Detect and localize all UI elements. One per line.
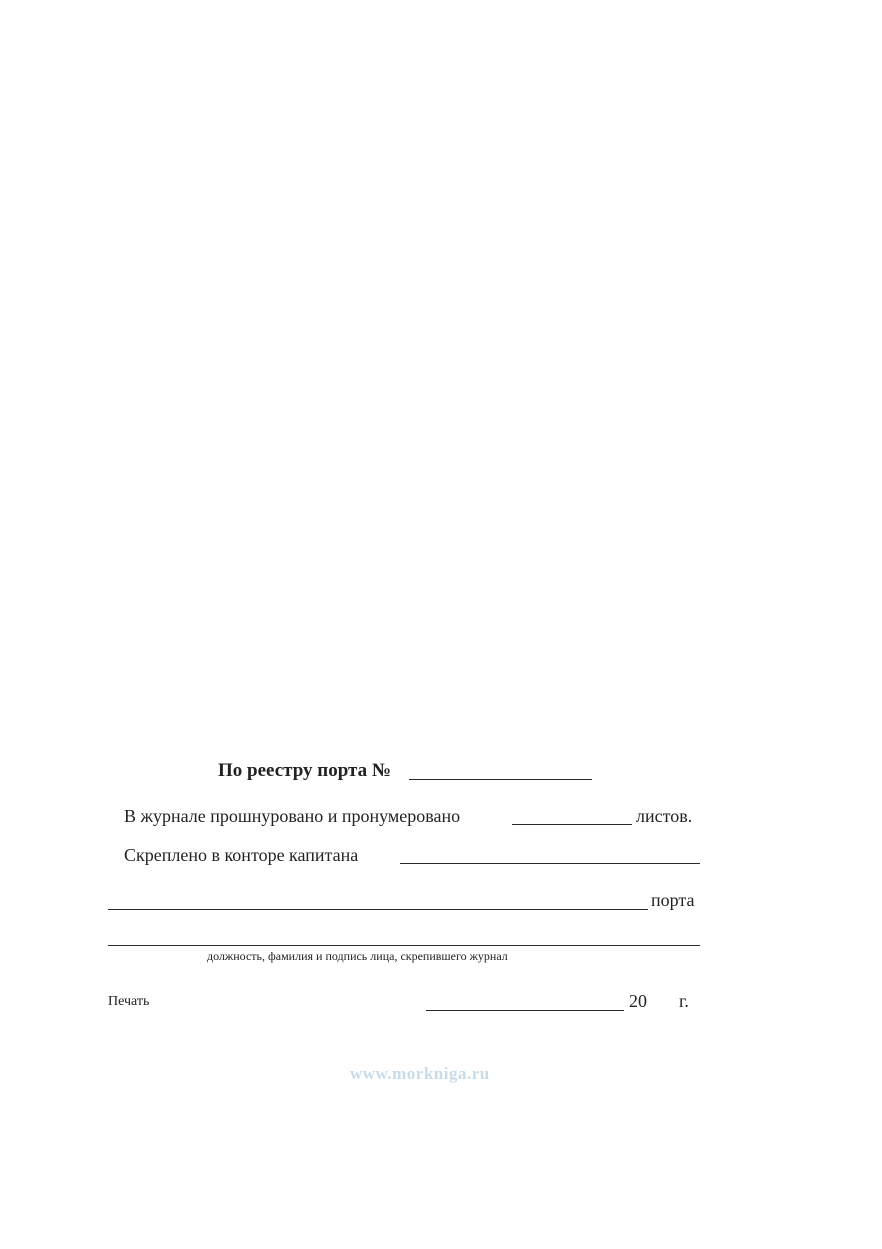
stamp-label: Печать — [108, 994, 150, 1009]
signatory-caption: должность, фамилия и подпись лица, скрепившего журнал — [207, 949, 508, 963]
port-name-field[interactable] — [108, 909, 648, 910]
registry-label: По реестру порта № — [218, 760, 391, 781]
year-suffix: г. — [679, 991, 689, 1011]
registry-number-field[interactable] — [409, 779, 592, 780]
laced-prefix-text: В журнале прошнуровано и пронумеровано — [124, 806, 461, 826]
website-watermark: www.morkniga.ru — [350, 1064, 490, 1083]
laced-suffix-text: листов. — [636, 806, 693, 826]
captain-office-field[interactable] — [400, 863, 700, 864]
signatory-field[interactable] — [108, 945, 700, 946]
port-label: порта — [651, 890, 695, 910]
sealed-label: Скреплено в конторе капитана — [124, 845, 359, 865]
sheet-count-field[interactable] — [512, 824, 632, 825]
year-prefix: 20 — [629, 991, 647, 1011]
date-field[interactable] — [426, 1010, 624, 1011]
